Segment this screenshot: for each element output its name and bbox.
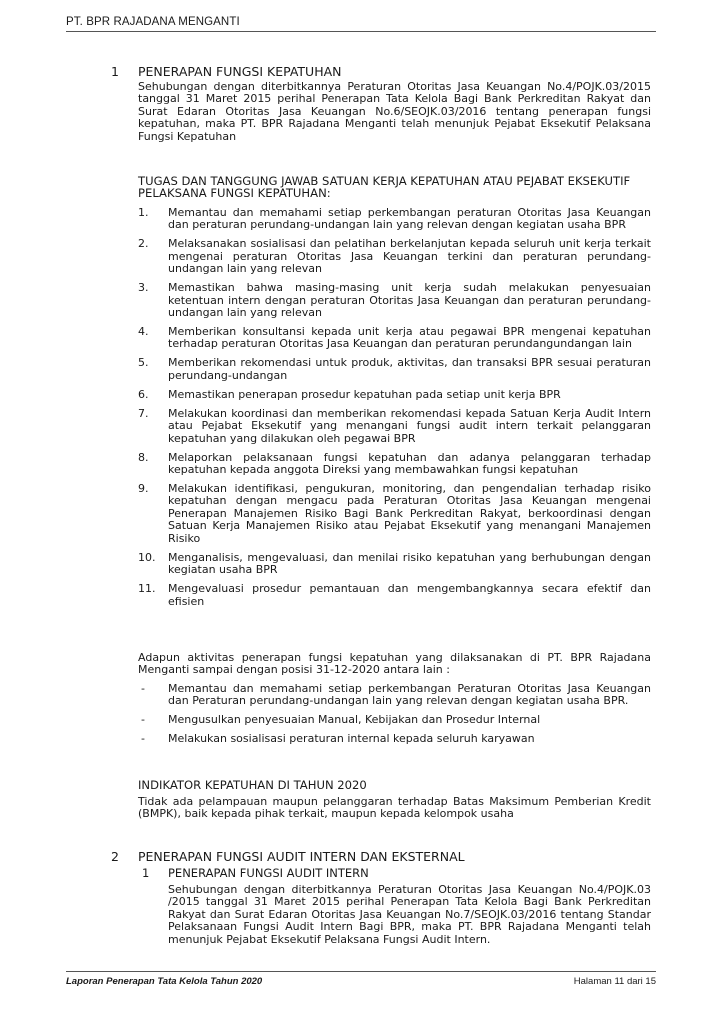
tasks-list <box>138 207 651 615</box>
activities-list <box>138 683 651 752</box>
task-number: 11. <box>138 582 156 596</box>
task-item <box>138 282 651 319</box>
task-number: 7. <box>138 406 149 420</box>
task-item <box>138 552 651 577</box>
activities-intro-paragraph: Adapun aktivitas penerapan fungsi kepatuhan yang dilaksanakan di PT. BPR Rajadana Menganti sampai dengan posisi 31-12-2020 antara lain : <box>138 651 651 677</box>
task-text: Memberikan konsultansi kepada unit kerja atau pegawai BPR mengenai kepatuhan terhadap peraturan Otoritas Jasa Keuangan dan peraturan perundangundangan lain <box>168 325 651 351</box>
task-number: 3. <box>138 281 149 295</box>
task-item <box>138 583 651 608</box>
task-item <box>138 408 651 445</box>
section-title: PENERAPAN FUNGSI AUDIT INTERN DAN EKSTERNAL <box>138 849 465 864</box>
section-title: PENERAPAN FUNGSI KEPATUHAN <box>138 64 342 79</box>
task-number: 8. <box>138 450 149 464</box>
subsection-number: 1 <box>142 866 150 880</box>
task-number: 1. <box>138 206 149 219</box>
task-text: Memastikan penerapan prosedur kepatuhan pada setiap unit kerja BPR <box>168 387 561 401</box>
task-number: 9. <box>138 482 149 496</box>
page-header <box>66 16 656 32</box>
activity-item <box>138 683 651 708</box>
section-intro-paragraph: Sehubungan dengan diterbitkannya Peraturan Otoritas Jasa Keuangan No.4/POJK.03/2015 tanggal 31 Maret 2015 perihal Penerapan Tata Kelola Bagi Bank Perkreditan Rakyat dan Surat Edaran Otoritas Jasa Keuangan No.6/SEOJK.03/2016 tentang penerapan fungsi kepatuhan, maka PT. BPR Rajadana Menganti telah menunjuk Pejabat Eksekutif Pelaksana Fungsi Kepatuhan <box>138 80 651 143</box>
task-item <box>138 326 651 351</box>
task-number: 5. <box>138 356 149 370</box>
task-item <box>138 452 651 477</box>
indicator-heading: INDIKATOR KEPATUHAN DI TAHUN 2020 <box>138 778 367 792</box>
activity-text: Melakukan sosialisasi peraturan internal kepada seluruh karyawan <box>168 732 535 746</box>
activity-dash: - <box>141 713 145 727</box>
task-text: Melakukan koordinasi dan memberikan rekomendasi kepada Satuan Kerja Audit Intern atau Pejabat Eksekutif yang menangani fungsi audit intern terkait pelanggaran kepatuhan yang dilakukan oleh pegawai BPR <box>168 406 651 445</box>
task-number: 10. <box>138 550 156 564</box>
company-name: PT. BPR RAJADANA MENGANTI <box>66 16 240 28</box>
task-number: 4. <box>138 325 149 339</box>
activity-text: Mengusulkan penyesuaian Manual, Kebijakan dan Prosedur Internal <box>168 713 541 727</box>
indicator-paragraph: Tidak ada pelampauan maupun pelanggaran terhadap Batas Maksimum Pemberian Kredit (BMPK), baik kepada pihak terkait, maupun kepada kelompok usaha <box>138 795 651 821</box>
section-number: 2 <box>111 849 119 864</box>
subsection-title: PENERAPAN FUNGSI AUDIT INTERN <box>168 866 369 880</box>
tasks-heading: TUGAS DAN TANGGUNG JAWAB SATUAN KERJA KEPATUHAN ATAU PEJABAT EKSEKUTIF PELAKSANA FUNGSI KEPATUHAN: <box>138 174 631 201</box>
task-number: 2. <box>138 237 149 251</box>
task-text: Melaksanakan sosialisasi dan pelatihan berkelanjutan kepada seluruh unit kerja terkait mengenai peraturan Otoritas Jasa Keuangan terkini dan peraturan perundang-undangan lain yang relevan <box>168 237 651 276</box>
task-text: Memantau dan memahami setiap perkembangan peraturan Otoritas Jasa Keuangan dan peraturan perundang-undangan lain yang relevan dengan kegiatan usaha BPR <box>168 206 651 232</box>
task-number: 6. <box>138 387 149 401</box>
activity-dash: - <box>141 682 145 695</box>
task-item <box>138 238 651 275</box>
task-text: Mengevaluasi prosedur pemantauan dan mengembangkannya secara efektif dan efisien <box>168 582 651 608</box>
task-text: Menganalisis, mengevaluasi, dan menilai risiko kepatuhan yang berhubungan dengan kegiatan usaha BPR <box>168 550 651 577</box>
activity-dash: - <box>141 732 145 746</box>
report-title: Laporan Penerapan Tata Kelola Tahun 2020 <box>66 976 263 987</box>
task-item <box>138 357 651 382</box>
task-text: Memberikan rekomendasi untuk produk, aktivitas, dan transaksi BPR sesuai peraturan perundang-undangan <box>168 356 651 382</box>
activity-item <box>138 733 651 745</box>
section-number: 1 <box>111 64 119 79</box>
task-text: Memastikan bahwa masing-masing unit kerja sudah melakukan penyesuaian ketentuan intern dengan peraturan Otoritas Jasa Keuangan dan peraturan perundang-undangan lain yang relevan <box>168 281 651 320</box>
task-text: Melakukan identifikasi, pengukuran, monitoring, dan pengendalian terhadap risiko kepatuhan dengan mengacu pada Peraturan Otoritas Jasa Keuangan mengenai Penerapan Manajemen Risiko Bagi Bank Perkreditan Rakyat, berkoordinasi dengan Satuan Kerja Manajemen Risiko atau Pejabat Eksekutif yang menangani Manajemen Risiko <box>168 482 651 545</box>
subsection-paragraph: Sehubungan dengan diterbitkannya Peraturan Otoritas Jasa Keuangan No.4/POJK.03 /2015 tanggal 31 Maret 2015 perihal Penerapan Tata Kelola Bagi Bank Perkreditan Rakyat dan Surat Edaran Otoritas Jasa Keuangan No.7/SEOJK.03/2016 tentang Standar Pelaksanaan Fungsi Audit Intern Bagi BPR, maka PT. BPR Rajadana Menganti telah menunjuk Pejabat Eksekutif Pelaksana Fungsi Audit Intern. <box>168 883 651 946</box>
page-footer <box>66 971 656 987</box>
activity-item <box>138 714 651 726</box>
task-text: Melaporkan pelaksanaan fungsi kepatuhan dan adanya pelanggaran terhadap kepatuhan kepada anggota Direksi yang membawahkan fungsi kepatuhan <box>168 450 651 477</box>
page-number: Halaman 11 dari 15 <box>573 976 656 987</box>
activity-text: Memantau dan memahami setiap perkembangan Peraturan Otoritas Jasa Keuangan dan Peraturan perundang-undangan lain yang relevan dengan kegiatan usaha BPR. <box>168 682 651 708</box>
task-item <box>138 483 651 545</box>
task-item <box>138 207 651 232</box>
task-item <box>138 389 651 401</box>
